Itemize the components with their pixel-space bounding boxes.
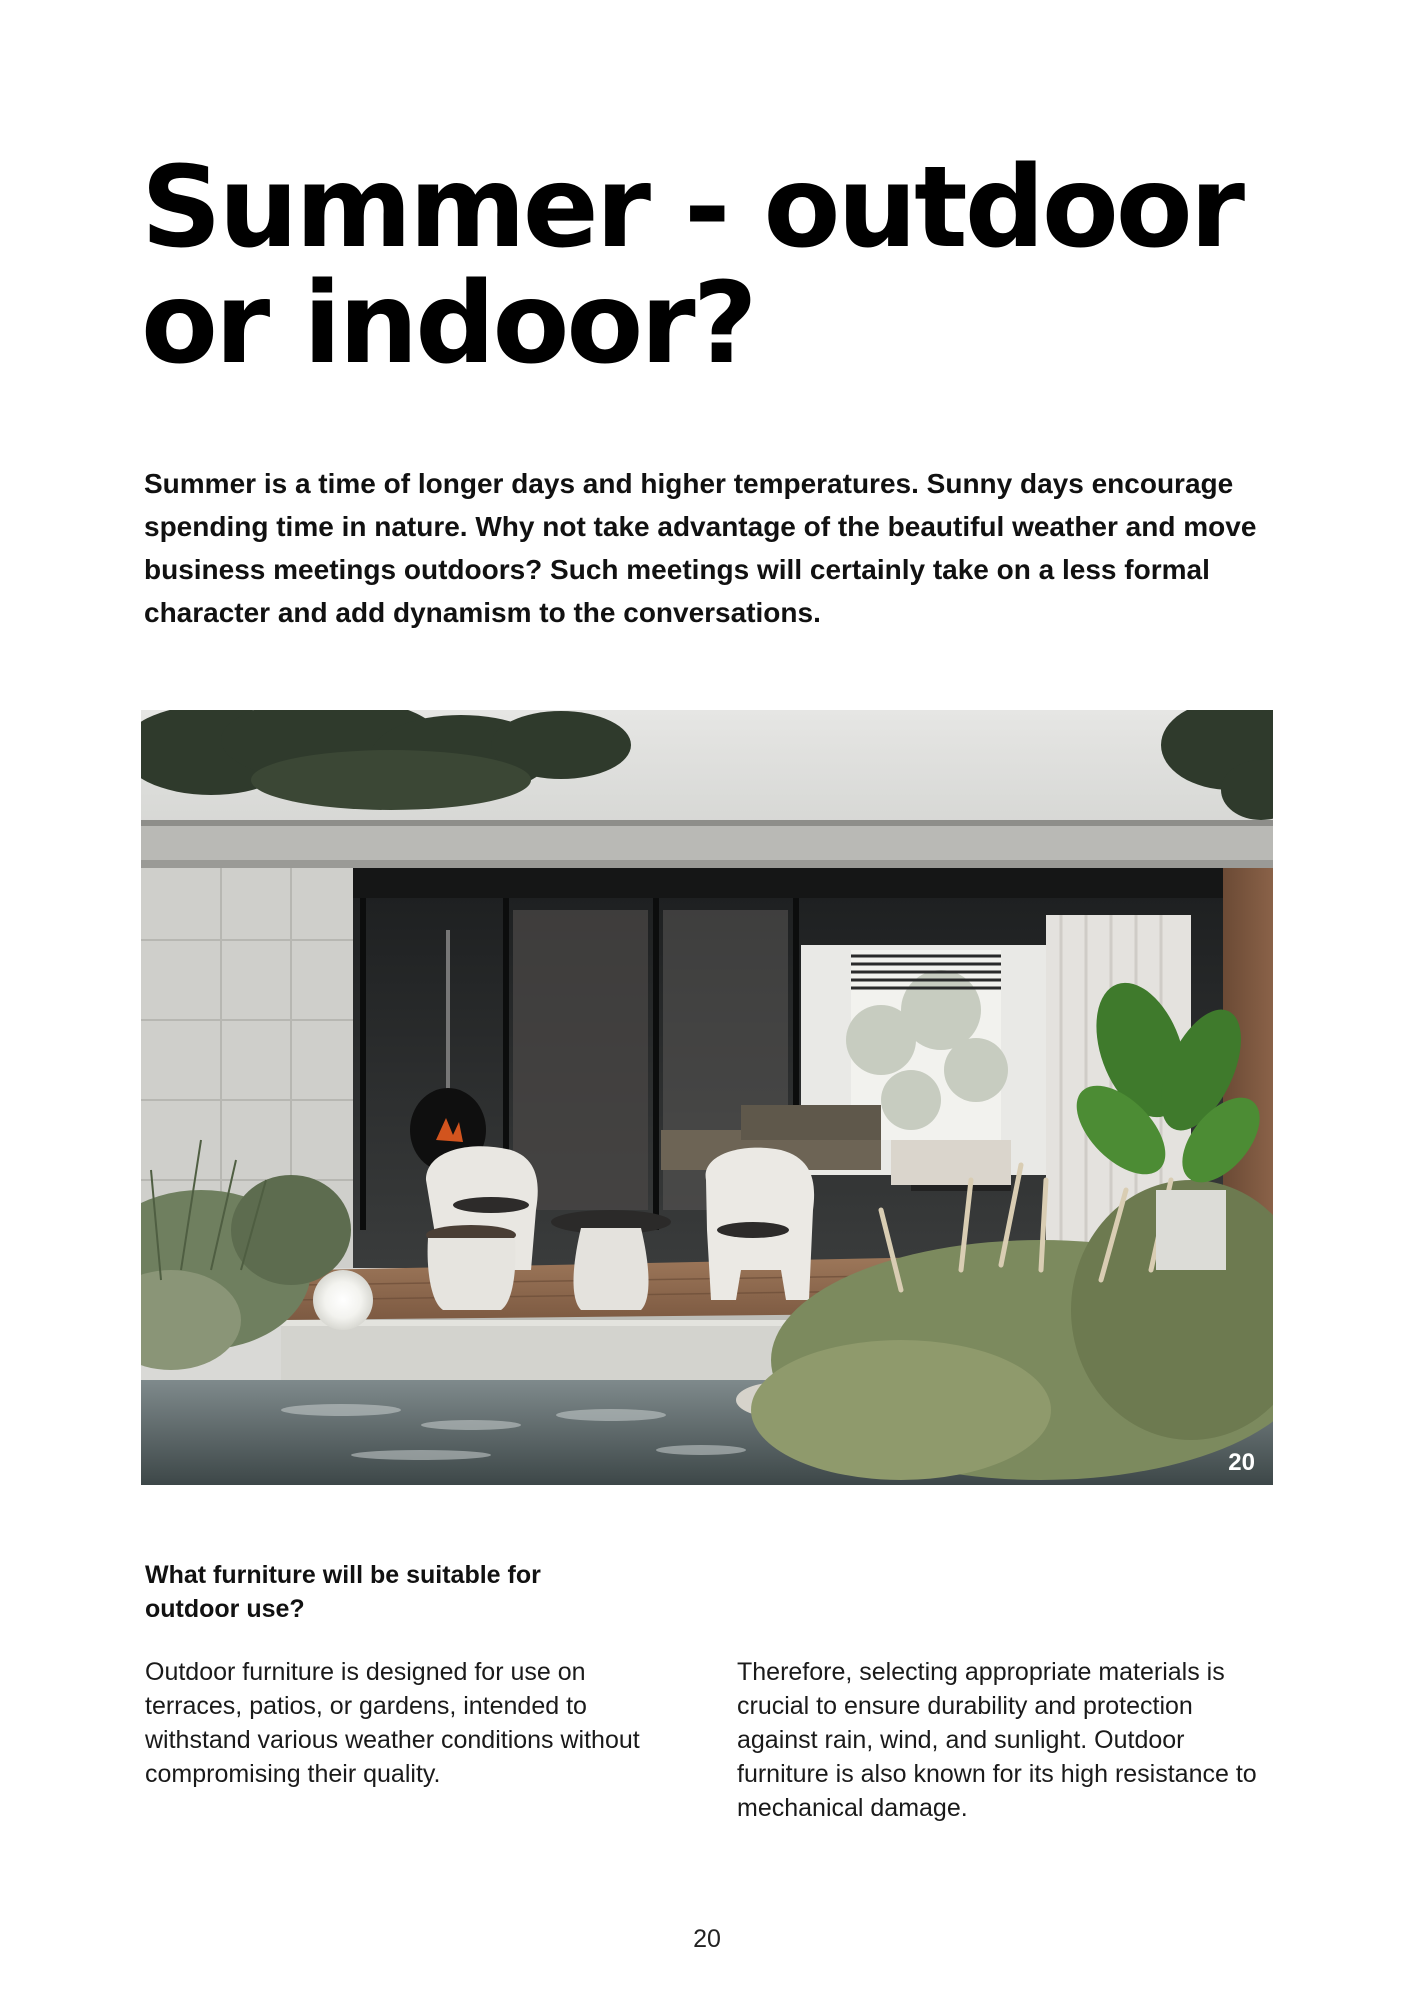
side-stool	[426, 1225, 516, 1310]
page-title: Summer - outdoor or indoor?	[141, 143, 1242, 389]
photo-number: 20	[1228, 1449, 1255, 1476]
right-column-text: Therefore, selecting appropriate materials is crucial to ensure durability and protection against rain, wind, and sunlight. Outdoor furniture is also known for its high resistance to mechanical damage.	[737, 1658, 1257, 1822]
terrace-photo	[141, 710, 1273, 1485]
left-column-text: Outdoor furniture is designed for use on terraces, patios, or gardens, intended to withstand various weather conditions without compromising their quality.	[145, 1658, 640, 1788]
house-terrace-illustration	[141, 710, 1273, 1485]
section-heading: What furniture will be suitable for outdoor use?	[145, 1561, 541, 1623]
page-number: 20	[693, 1925, 721, 1953]
intro-paragraph: Summer is a time of longer days and higher temperatures. Sunny days encourage spending time in nature. Why not take advantage of the beautiful weather and move business meetings outdoors? Such meetings will certainly take on a less formal character and add dynamism to the conversations.	[144, 468, 1257, 628]
